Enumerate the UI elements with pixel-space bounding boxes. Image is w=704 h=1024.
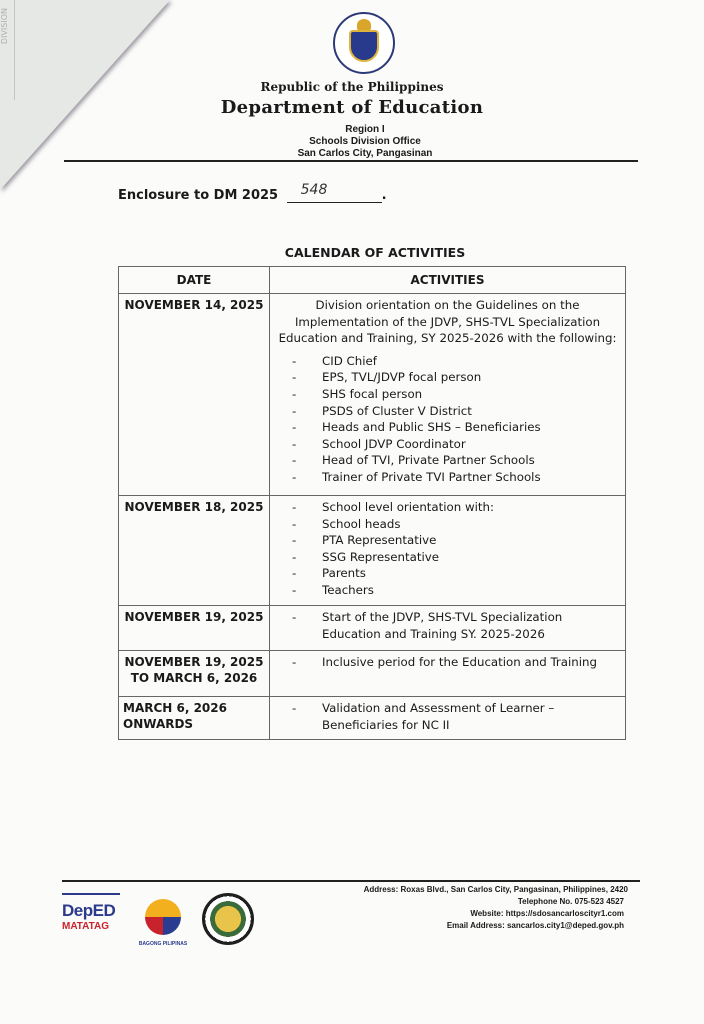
list-item: - Parents	[292, 565, 621, 582]
table-header-row	[119, 267, 626, 294]
activities-cell	[270, 606, 626, 651]
website-text: Website: https://sdosancarloscityr1.com	[470, 909, 624, 918]
participant-list	[274, 499, 621, 599]
dm-number-blank	[287, 182, 382, 203]
list-item: - Start of the JDVP, SHS-TVL Specialization Education and Training SY. 2025-2026	[292, 609, 621, 642]
bagong-pilipinas-text: BAGONG PILIPINAS	[138, 941, 188, 947]
activities-cell	[270, 294, 626, 496]
date-line: ONWARDS	[123, 717, 194, 731]
handwritten-dm-number: 548	[300, 182, 328, 198]
deped-wordmark	[62, 901, 120, 921]
matatag-wordmark: MATATAG	[62, 921, 110, 932]
deped-matatag-logo	[62, 893, 120, 932]
list-item: - Teachers	[292, 582, 621, 599]
address-text: Address: Roxas Blvd., San Carlos City, Pangasinan, Philippines, 2420	[363, 885, 628, 894]
list-item: - Inclusive period for the Education and Training	[292, 654, 621, 671]
list-item: - CID Chief	[292, 353, 621, 370]
footer-divider	[62, 880, 640, 882]
bagong-pilipinas-logo	[138, 893, 188, 953]
list-item: - Head of TVI, Private Partner Schools	[292, 452, 621, 469]
logo-bar	[62, 893, 120, 895]
list-item: - PTA Representative	[292, 532, 621, 549]
list-item: - School heads	[292, 516, 621, 533]
footer-contact	[363, 884, 628, 932]
table-row	[119, 496, 626, 606]
date-cell: NOVEMBER 19, 2025	[119, 606, 270, 651]
table-row	[119, 697, 626, 740]
email-text: Email Address: sancarlos.city1@deped.gov.ph	[446, 921, 624, 930]
enclosure-label: Enclosure to DM 2025	[118, 188, 279, 203]
participant-list	[274, 353, 621, 486]
list-item: - Heads and Public SHS – Beneficiaries	[292, 419, 621, 436]
list-item: - School level orientation with:	[292, 499, 621, 516]
date-cell	[119, 697, 270, 740]
activities-cell	[270, 496, 626, 606]
calendar-table	[118, 266, 626, 740]
department-heading: Department of Education	[220, 97, 484, 118]
office-label: Schools Division Office	[309, 136, 421, 147]
enclosure-period: .	[381, 188, 387, 203]
activity-list	[274, 654, 621, 671]
telephone-text: Telephone No. 075-523 4527	[517, 897, 624, 906]
list-item: - PSDS of Cluster V District	[292, 403, 621, 420]
list-item: - School JDVP Coordinator	[292, 436, 621, 453]
column-header-date: DATE	[119, 267, 270, 294]
calendar-title: CALENDAR OF ACTIVITIES	[284, 245, 466, 260]
activity-intro: Division orientation on the Guidelines on the Implementation of the JDVP, SHS-TVL Specialization Education and Training, SY 2025-2026 with the following:	[278, 298, 617, 346]
column-header-activities: ACTIVITIES	[270, 267, 626, 294]
date-line: TO MARCH 6, 2026	[130, 671, 258, 685]
list-item: - SSG Representative	[292, 549, 621, 566]
activities-cell	[270, 697, 626, 740]
list-item: - Validation and Assessment of Learner – Beneficiaries for NC II	[292, 700, 621, 733]
republic-heading: Republic of the Philippines	[260, 80, 444, 94]
deped-suffix: ED	[92, 901, 116, 920]
list-item: - EPS, TVL/JDVP focal person	[292, 369, 621, 386]
enclosure-line	[118, 182, 387, 203]
fold-stamp-text: DIVISION	[0, 8, 9, 45]
table-row	[119, 606, 626, 651]
date-cell	[119, 651, 270, 697]
header-divider	[64, 160, 638, 162]
date-line: NOVEMBER 19, 2025	[124, 655, 264, 669]
activity-list	[274, 609, 621, 642]
location-label: San Carlos City, Pangasinan	[297, 148, 433, 159]
shield-icon	[349, 30, 379, 62]
sun-emblem-icon	[145, 899, 181, 935]
deped-seal-icon	[333, 12, 395, 74]
table-row	[119, 294, 626, 496]
date-line: MARCH 6, 2026	[123, 701, 227, 715]
region-label: Region I	[345, 124, 385, 135]
list-item: - Trainer of Private TVI Partner Schools	[292, 469, 621, 486]
date-cell: NOVEMBER 14, 2025	[119, 294, 270, 496]
activities-cell	[270, 651, 626, 697]
date-cell: NOVEMBER 18, 2025	[119, 496, 270, 606]
activity-list	[274, 700, 621, 733]
deped-prefix: Dep	[62, 901, 93, 920]
list-item: - SHS focal person	[292, 386, 621, 403]
sdo-seal-icon	[202, 893, 254, 945]
table-row	[119, 651, 626, 697]
